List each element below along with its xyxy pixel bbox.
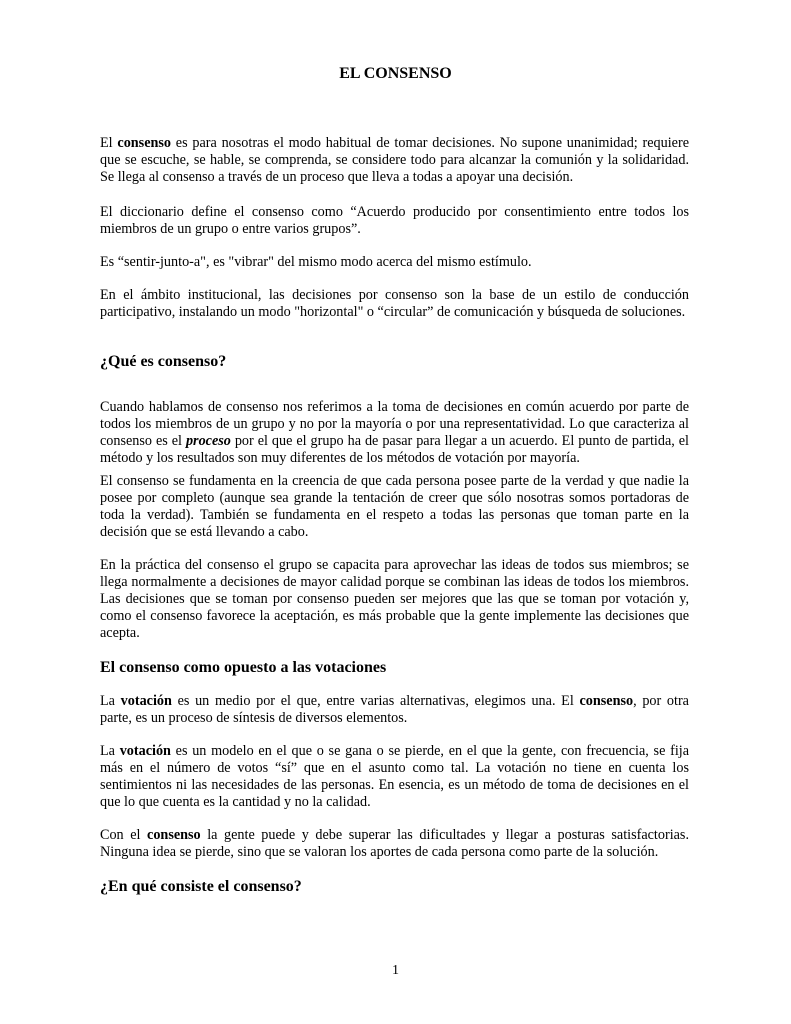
section1-paragraph-3: En la práctica del consenso el grupo se capacita para aprovechar las ideas de todos sus miembros; se llega normalmente a decisiones de mayor calidad porque se combinan las ideas de todos los miembros. Las decisiones que se toman por consenso pueden ser mejores que las que se toman por votación y, como el consenso favorece la aceptación, es más probable que la gente implemente las decisiones que acepta. [100,557,689,641]
section1-paragraph-2: El consenso se fundamenta en la creencia de que cada persona posee parte de la verdad y que nadie la posee por completo (aunque sea grande la tentación de creer que sólo nosotras somos portadoras de toda la verdad). También se fundamenta en el respeto a todas las personas que toman parte en la decisión que se está llevando a cabo. [100,473,689,540]
bold-term: consenso [117,135,171,151]
bold-term: votación [120,693,172,709]
bold-term: votación [119,743,171,759]
text-run: La [100,693,121,709]
text-run: El [100,135,118,151]
section-heading-que-es-consenso: ¿Qué es consenso? [100,353,227,370]
intro-paragraph-4: En el ámbito institucional, las decisiones por consenso son la base de un estilo de conducción participativo, instalando un modo "horizontal" o “circular” de comunicación y búsqueda de soluciones. [100,287,689,320]
bold-term: consenso [579,693,634,709]
intro-paragraph-3: Es “sentir-junto-a", es "vibrar" del mismo modo acerca del mismo estímulo. [100,254,532,270]
page-number: 1 [392,963,399,978]
document-body [100,135,689,897]
section-heading-en-que-consiste: ¿En qué consiste el consenso? [100,878,302,895]
bold-term: consenso [147,827,201,843]
section1-paragraph-1 [100,399,689,467]
text-run: Cuando hablamos de consenso nos referimos a la toma de decisiones en común acuerdo por parte de todos los miembros de un grupo y no por la mayoría o por una representatividad. Lo que caracteriza al consenso es el [100,399,689,449]
text-run: por el que el grupo ha de pasar para llegar a un acuerdo. El punto de partida, el método y los resultados son muy diferentes de los métodos de votación por mayoría. [100,433,689,466]
bold-italic-term: proceso [185,433,231,449]
text-run: es un medio por el que, entre varias alternativas, elegimos una. El [171,693,580,709]
section2-paragraph-3 [100,827,689,861]
section2-paragraph-2 [100,743,689,811]
section-heading-consenso-vs-votaciones: El consenso como opuesto a las votaciones [100,659,387,676]
intro-paragraph-2: El diccionario define el consenso como “Acuerdo producido por consentimiento entre todos los miembros de un grupo o entre varios grupos”. [100,204,689,237]
text-run: La [100,743,120,759]
text-run: , por otra parte, es un proceso de síntesis de diversos elementos. [100,693,689,726]
document-title: EL CONSENSO [339,65,452,82]
text-run: es para nosotras el modo habitual de tomar decisiones. No supone unanimidad; requiere que se escuche, se hable, se comprenda, se considere todo para alcanzar la comunión y la solidaridad. Se llega al consenso a través de un proceso que lleva a todas a apoyar una decisión. [100,135,689,185]
text-run: la gente puede y debe superar las dificultades y llegar a posturas satisfactorias. Ninguna idea se pierde, sino que se valoran los aportes de cada persona como parte de la solución. [100,827,690,860]
text-run: Con el [100,827,148,843]
section2-paragraph-1 [100,693,689,727]
text-run: es un modelo en el que o se gana o se pierde, en el que la gente, con frecuencia, se fija más en el número de votos “sí” que en el asunto como tal. La votación no tiene en cuenta los sentimientos ni las necesidades de las personas. En esencia, es un método de toma de decisiones en el que lo que cuenta es la cantidad y no la calidad. [100,743,690,810]
intro-paragraph-1 [100,135,689,186]
